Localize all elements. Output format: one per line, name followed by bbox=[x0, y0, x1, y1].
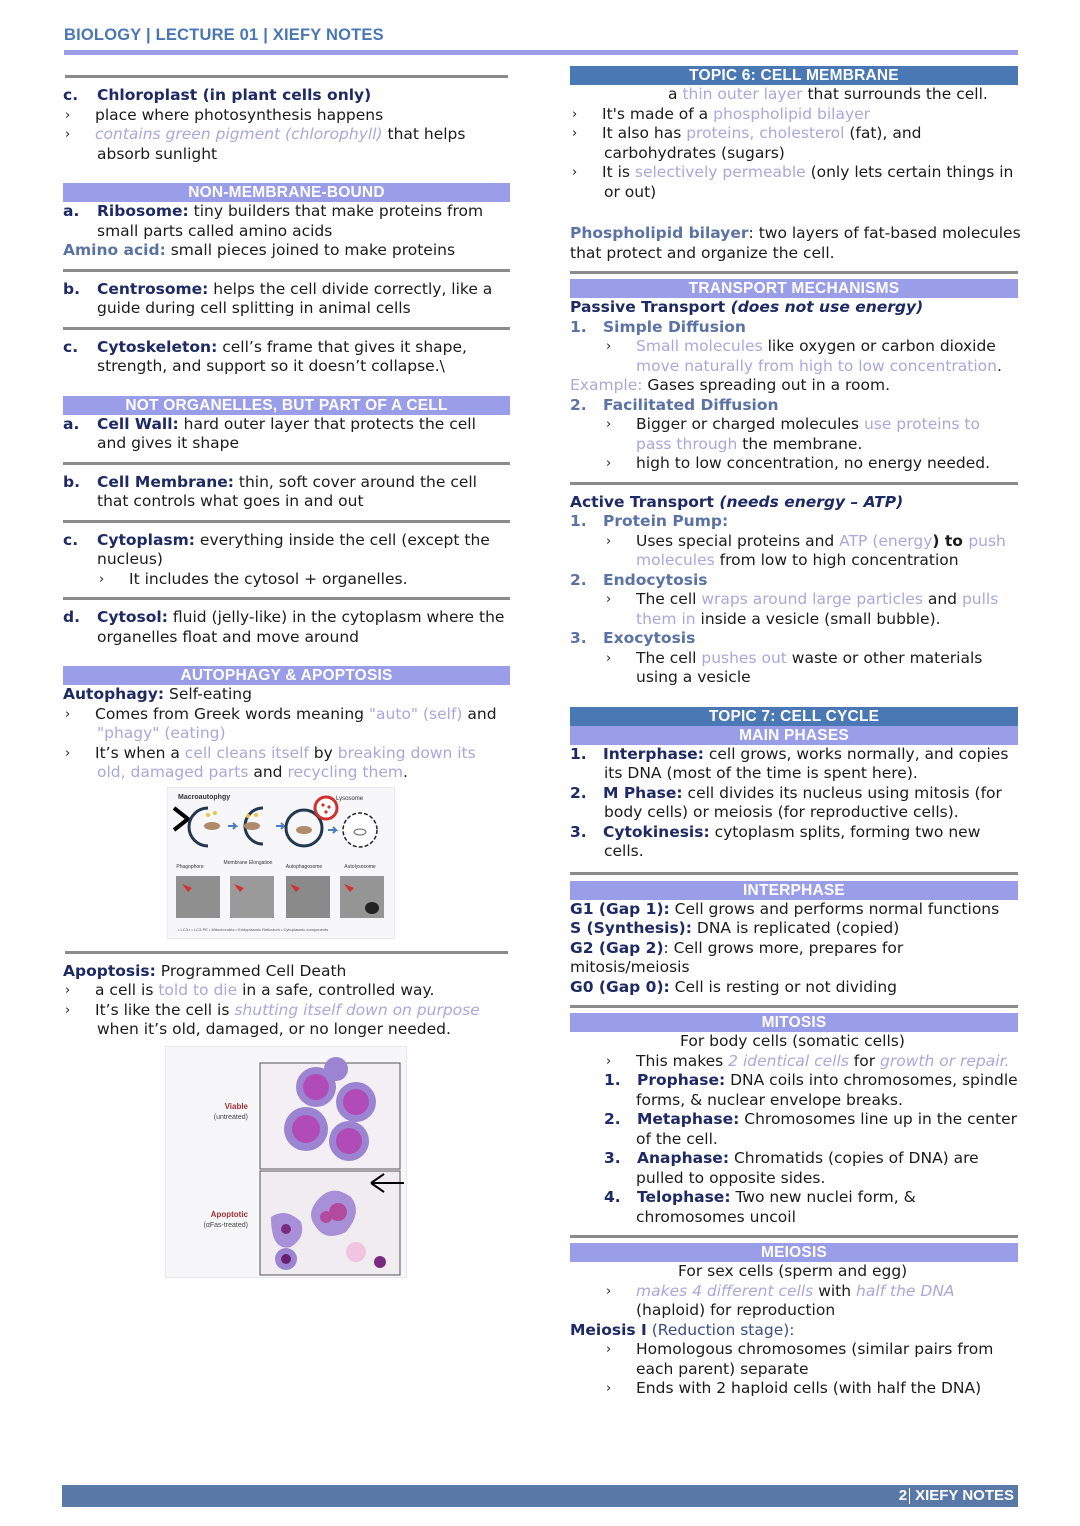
bullet-text: . bbox=[996, 356, 1002, 375]
bullet-text: high to low concentration, no energy needed. bbox=[636, 454, 991, 472]
definition: Chromosomes line up in the center bbox=[739, 1110, 1017, 1128]
highlight-text: half the DNA bbox=[856, 1281, 955, 1300]
item-title: Exocytosis bbox=[603, 629, 696, 647]
header-title: BIOLOGY | LECTURE 01 | XIEFY NOTES bbox=[64, 26, 384, 44]
term: Phospholipid bilayer bbox=[570, 224, 749, 242]
divider bbox=[63, 462, 510, 465]
bullet-icon: › bbox=[606, 339, 612, 354]
bullet-icon: › bbox=[606, 592, 612, 607]
definition-cont: small parts called amino acids bbox=[97, 221, 333, 240]
bullet-text-cont: using a vesicle bbox=[636, 668, 751, 686]
list-number: 1. bbox=[570, 317, 587, 336]
highlight-text: ATP (energy bbox=[839, 531, 933, 550]
example-label: Example: bbox=[570, 376, 643, 394]
divider bbox=[63, 269, 510, 272]
bullet-icon: › bbox=[606, 1342, 612, 1357]
bullet-text: for bbox=[848, 1051, 881, 1070]
bullet-text-cont: absorb sunlight bbox=[97, 144, 218, 163]
bullet-text: It's made of a bbox=[602, 104, 714, 123]
term: Metaphase: bbox=[637, 1110, 740, 1128]
term: Cytosol: bbox=[97, 608, 168, 626]
section-band-not-organelles: NOT ORGANELLES, BUT PART OF A CELL bbox=[63, 396, 510, 415]
list-number: 2. bbox=[570, 395, 587, 414]
highlight-text: "phagy" (eating) bbox=[97, 724, 226, 742]
bullet-text-cont: carbohydrates (sugars) bbox=[604, 143, 785, 162]
topic-7-band: TOPIC 7: CELL CYCLE bbox=[570, 707, 1018, 726]
list-number: 4. bbox=[604, 1188, 621, 1206]
bullet-text: inside a vesicle (small bubble). bbox=[695, 609, 941, 628]
definition-cont: mitosis/meiosis bbox=[570, 958, 690, 976]
bullet-text: . bbox=[402, 763, 408, 781]
bullet-text: This makes bbox=[636, 1051, 729, 1070]
highlight-text: contains green pigment (chlorophyll) bbox=[95, 125, 383, 143]
bullet-text: Uses special proteins and bbox=[636, 531, 840, 550]
page-footer bbox=[62, 1485, 1018, 1507]
divider bbox=[63, 327, 510, 330]
term: G1 (Gap 1): bbox=[570, 899, 670, 918]
definition-cont: chromosomes uncoil bbox=[636, 1207, 796, 1226]
header-rule bbox=[64, 50, 1018, 55]
bullet-icon: › bbox=[606, 650, 612, 666]
bullet-text: in a safe, controlled way. bbox=[237, 981, 435, 999]
highlight-text: growth or repair. bbox=[880, 1051, 1010, 1070]
page-header bbox=[64, 26, 1018, 55]
bullet-icon: › bbox=[606, 533, 612, 549]
highlight-text: "auto" (self) bbox=[368, 704, 463, 723]
term: Meiosis I bbox=[570, 1320, 647, 1339]
highlight-text: shutting itself down on purpose bbox=[234, 1000, 480, 1019]
svg-text:Apoptotic: Apoptotic bbox=[210, 1209, 248, 1219]
term: Anaphase: bbox=[637, 1149, 730, 1167]
chloroplast-section bbox=[63, 86, 510, 164]
subheading: Active Transport bbox=[570, 492, 720, 511]
arrow-icon bbox=[174, 808, 188, 830]
definition: cytoplasm splits, forming two new bbox=[709, 822, 981, 841]
definition: Self-eating bbox=[164, 685, 252, 703]
highlight-text: proteins, cholesterol bbox=[686, 124, 845, 142]
highlight-text: pushes out bbox=[701, 648, 787, 667]
list-number: 2. bbox=[604, 1110, 621, 1128]
list-number: 1. bbox=[570, 744, 587, 763]
definition: DNA coils into chromosomes, spindle bbox=[725, 1071, 1018, 1089]
macroautophagy-diagram bbox=[168, 788, 396, 940]
highlight-text: move naturally from high to low concentration bbox=[636, 356, 997, 375]
bullet-icon: › bbox=[572, 106, 578, 122]
bullet-icon: › bbox=[572, 126, 578, 141]
mitosis-subtitle: For body cells (somatic cells) bbox=[680, 1032, 905, 1050]
definition-cont: guide during cell splitting in animal cells bbox=[97, 299, 411, 317]
bullet-text: that helps bbox=[382, 125, 466, 143]
definition: Programmed Cell Death bbox=[155, 961, 347, 980]
bullet-icon: › bbox=[65, 107, 71, 123]
definition-cont: body cells) or meiosis (for reproductive cells). bbox=[604, 803, 959, 821]
bullet-icon: › bbox=[65, 706, 71, 722]
definition: Cell is resting or not dividing bbox=[669, 977, 898, 996]
bullet-text: ) to bbox=[932, 531, 969, 550]
definition: thin, soft cover around the cell bbox=[233, 472, 477, 491]
list-number: 3. bbox=[570, 822, 587, 841]
bullet-text: Ends with 2 haploid cells (with half the DNA) bbox=[636, 1379, 982, 1397]
term: M Phase: bbox=[603, 783, 683, 802]
bullet-text: (only lets certain things in bbox=[805, 163, 1014, 181]
autophagy-figure bbox=[167, 787, 395, 939]
divider bbox=[570, 482, 1018, 485]
bullet-text: Homologous chromosomes (similar pairs from bbox=[636, 1340, 994, 1358]
highlight-text: pulls bbox=[961, 590, 999, 608]
bullet-icon: › bbox=[65, 745, 71, 761]
bullet-text: waste or other materials bbox=[786, 648, 983, 667]
bullet-text: The cell bbox=[636, 648, 702, 667]
divider bbox=[65, 951, 508, 954]
term: Cell Membrane: bbox=[97, 472, 234, 491]
bullet-icon: › bbox=[606, 417, 612, 432]
definition-cont: that controls what goes in and out bbox=[97, 492, 364, 510]
term: Ribosome: bbox=[97, 202, 189, 220]
list-number: 3. bbox=[604, 1149, 621, 1167]
svg-text:Autolysosome: Autolysosome bbox=[344, 863, 376, 870]
term: Centrosome: bbox=[97, 279, 209, 298]
divider bbox=[63, 597, 510, 600]
bullet-text: by bbox=[308, 743, 338, 762]
bullet-text: like oxygen or carbon dioxide bbox=[762, 337, 996, 355]
term: G0 (Gap 0): bbox=[570, 977, 670, 996]
definition-cont: nucleus) bbox=[97, 550, 163, 568]
definition: Chromatids (copies of DNA) are bbox=[729, 1149, 979, 1167]
bullet-text-cont: (haploid) for reproduction bbox=[636, 1301, 836, 1319]
bullet-icon: › bbox=[65, 983, 71, 998]
bullet-icon: › bbox=[572, 165, 578, 180]
definition: helps the cell divide correctly, like a bbox=[208, 279, 493, 298]
definition-cont: its DNA (most of the time is spent here). bbox=[604, 764, 918, 782]
highlight-text: Small molecules bbox=[636, 337, 763, 355]
bullet-text: It also has bbox=[602, 124, 687, 142]
highlight-text: push bbox=[968, 531, 1006, 550]
highlight-text: cell cleans itself bbox=[184, 743, 309, 762]
svg-text:Viable: Viable bbox=[224, 1101, 248, 1111]
definition-cont: forms, & nuclear envelope breaks. bbox=[636, 1090, 903, 1109]
definition: Cell grows and performs normal functions bbox=[669, 899, 1000, 918]
term: Autophagy: bbox=[63, 685, 165, 703]
definition: cell grows, works normally, and copies bbox=[703, 744, 1009, 763]
svg-text:Autophagosome: Autophagosome bbox=[285, 863, 323, 870]
divider bbox=[570, 1235, 1018, 1238]
item-title: Endocytosis bbox=[603, 570, 708, 589]
definition: everything inside the cell (except the bbox=[194, 530, 490, 549]
meiosis-band: MEIOSIS bbox=[570, 1243, 1018, 1262]
bullet-text: a cell is bbox=[95, 981, 159, 999]
definition: fluid (jelly-like) in the cytoplasm where the bbox=[167, 608, 505, 626]
bullet-icon: › bbox=[606, 456, 612, 471]
bullet-text: It includes the cytosol + organelles. bbox=[129, 569, 408, 588]
definition: DNA is replicated (copied) bbox=[691, 919, 900, 937]
highlight-text: recycling them bbox=[287, 763, 403, 781]
bullet-text: It is bbox=[602, 163, 635, 181]
bullet-text: It’s when a bbox=[95, 743, 185, 762]
term: G2 (Gap 2) bbox=[570, 938, 664, 957]
svg-text:Membrane Elongation: Membrane Elongation bbox=[223, 859, 273, 866]
term: S (Synthesis): bbox=[570, 919, 692, 937]
interphase-band: INTERPHASE bbox=[570, 881, 1018, 900]
term: Telophase: bbox=[637, 1188, 731, 1206]
definition-cont: organelles float and move around bbox=[97, 627, 359, 646]
bullet-text: the membrane. bbox=[737, 434, 863, 453]
highlight-text: use proteins to bbox=[863, 415, 980, 433]
topic-6-band: TOPIC 6: CELL MEMBRANE bbox=[570, 66, 1018, 85]
bullet-text: and bbox=[922, 590, 962, 608]
list-number: 3. bbox=[570, 629, 587, 647]
example-text: Gases spreading out in a room. bbox=[642, 376, 891, 394]
mitosis-band: MITOSIS bbox=[570, 1013, 1018, 1032]
bullet-icon: › bbox=[65, 127, 71, 142]
list-marker: c. bbox=[63, 337, 79, 356]
bullet-text: Comes from Greek words meaning bbox=[95, 704, 369, 723]
transport-band: TRANSPORT MECHANISMS bbox=[570, 279, 1018, 298]
footer-label: XIEFY NOTES bbox=[915, 1487, 1014, 1504]
apoptosis-micrograph bbox=[166, 1047, 408, 1279]
chloroplast-title: Chloroplast (in plant cells only) bbox=[97, 86, 372, 104]
divider bbox=[65, 75, 508, 78]
list-number: 2. bbox=[570, 783, 587, 802]
list-marker: c. bbox=[63, 86, 79, 104]
bullet-text: and bbox=[462, 704, 497, 723]
highlight-text: old, damaged parts bbox=[97, 763, 249, 781]
definition: cell divides its nucleus using mitosis (for bbox=[682, 783, 1002, 802]
definition-cont: cells. bbox=[604, 842, 644, 860]
term: Cell Wall: bbox=[97, 414, 179, 433]
highlight-text: molecules bbox=[636, 551, 715, 569]
definition: : two layers of fat-based molecules bbox=[748, 224, 1021, 242]
item-title: Facilitated Diffusion bbox=[603, 395, 779, 414]
svg-text:(untreated): (untreated) bbox=[213, 1113, 248, 1121]
svg-text:Phagophore: Phagophore bbox=[176, 863, 204, 870]
meiosis-subtitle: For sex cells (sperm and egg) bbox=[678, 1262, 908, 1280]
bullet-icon: › bbox=[606, 1053, 612, 1069]
definition-cont: that protect and organize the cell. bbox=[570, 243, 835, 262]
highlight-text: selectively permeable bbox=[634, 163, 806, 181]
item-title: Simple Diffusion bbox=[603, 317, 746, 336]
bullet-icon: › bbox=[65, 1002, 71, 1018]
highlight-text: thin outer layer bbox=[682, 85, 803, 103]
term-note: (Reduction stage): bbox=[646, 1320, 795, 1339]
item-title: Protein Pump: bbox=[603, 512, 729, 530]
bullet-text-cont: each parent) separate bbox=[636, 1359, 809, 1378]
main-phases-band: MAIN PHASES bbox=[570, 726, 1018, 745]
bullet-icon: › bbox=[606, 1381, 612, 1396]
svg-text:Macroautophgy: Macroautophgy bbox=[178, 793, 231, 801]
definition: : Cell grows more, prepares for bbox=[663, 938, 904, 957]
list-marker: a. bbox=[63, 414, 80, 433]
highlight-text: breaking down its bbox=[337, 743, 476, 762]
definition-cont: and gives it shape bbox=[97, 434, 240, 452]
list-marker: a. bbox=[63, 202, 80, 220]
divider bbox=[570, 271, 1018, 274]
bullet-text: from low to high concentration bbox=[714, 551, 959, 569]
list-number: 2. bbox=[570, 570, 587, 589]
divider bbox=[570, 1005, 1018, 1008]
list-number: 1. bbox=[570, 512, 587, 530]
bullet-text: It’s like the cell is bbox=[95, 1000, 235, 1019]
list-marker: d. bbox=[63, 608, 80, 626]
bullet-text-cont: or out) bbox=[604, 182, 657, 201]
bullet-text: and bbox=[248, 763, 288, 781]
subheading: Passive Transport bbox=[570, 298, 731, 316]
highlight-text: told to die bbox=[158, 981, 238, 999]
subheading-note: (needs energy – ATP) bbox=[719, 492, 904, 511]
definition: hard outer layer that protects the cell bbox=[178, 414, 476, 433]
definition: cell’s frame that gives it shape, bbox=[217, 337, 467, 356]
intro-text: that surrounds the cell. bbox=[802, 85, 988, 103]
bullet-text: (fat), and bbox=[844, 124, 922, 142]
section-band-non-membrane: NON-MEMBRANE-BOUND bbox=[63, 183, 510, 202]
term: Cytoskeleton: bbox=[97, 337, 218, 356]
list-marker: b. bbox=[63, 472, 80, 491]
term: Prophase: bbox=[637, 1071, 726, 1089]
footer-separator bbox=[909, 1488, 910, 1504]
term: Interphase: bbox=[603, 744, 704, 763]
svg-text:• LC3-I • LC3-PE • Mitochond: • LC3-I • LC3-PE • Mitochondria • Endoplasmic Reticulum • Cytoplasmic components bbox=[178, 926, 329, 932]
svg-text:(αFas-treated): (αFas-treated) bbox=[203, 1221, 248, 1229]
term: Amino acid: bbox=[63, 241, 166, 259]
highlight-text: makes 4 different cells bbox=[636, 1281, 814, 1300]
bullet-text: Bigger or charged molecules bbox=[636, 415, 864, 433]
highlight-text: them in bbox=[636, 609, 696, 628]
apoptosis-figure bbox=[165, 1046, 407, 1278]
intro-text: a bbox=[668, 85, 683, 103]
highlight-text: phospholipid bilayer bbox=[713, 104, 871, 123]
definition-cont: strength, and support so it doesn’t collapse.\ bbox=[97, 357, 445, 375]
term: Apoptosis: bbox=[63, 961, 156, 980]
bullet-icon: › bbox=[606, 1283, 612, 1299]
divider bbox=[63, 520, 510, 523]
list-number: 1. bbox=[604, 1071, 621, 1089]
bullet-text: with bbox=[813, 1281, 857, 1300]
page-number: 2 bbox=[898, 1487, 908, 1504]
highlight-text: 2 identical cells bbox=[728, 1051, 849, 1070]
bullet-text: The cell bbox=[636, 590, 702, 608]
term: Cytoplasm: bbox=[97, 530, 195, 549]
bullet-icon: › bbox=[99, 571, 105, 587]
term: Cytokinesis: bbox=[603, 822, 710, 841]
list-marker: c. bbox=[63, 530, 79, 549]
divider bbox=[570, 872, 1018, 875]
left-column bbox=[63, 60, 510, 1278]
highlight-text: wraps around large particles bbox=[701, 590, 923, 608]
subheading-note: (does not use energy) bbox=[730, 298, 924, 316]
definition: small pieces joined to make proteins bbox=[165, 241, 456, 259]
bullet-text-cont: when it’s old, damaged, or no longer needed. bbox=[97, 1020, 451, 1038]
list-marker: b. bbox=[63, 279, 80, 298]
section-band-autophagy: AUTOPHAGY & APOPTOSIS bbox=[63, 666, 510, 685]
definition-cont: pulled to opposite sides. bbox=[636, 1168, 826, 1187]
definition: tiny builders that make proteins from bbox=[188, 202, 484, 220]
bullet-text: place where photosynthesis happens bbox=[95, 105, 384, 124]
highlight-text: pass through bbox=[636, 434, 738, 453]
definition: Two new nuclei form, & bbox=[730, 1188, 916, 1206]
svg-text:Lysosome: Lysosome bbox=[336, 795, 364, 802]
right-column bbox=[570, 60, 1021, 1399]
definition-cont: of the cell. bbox=[636, 1129, 718, 1148]
